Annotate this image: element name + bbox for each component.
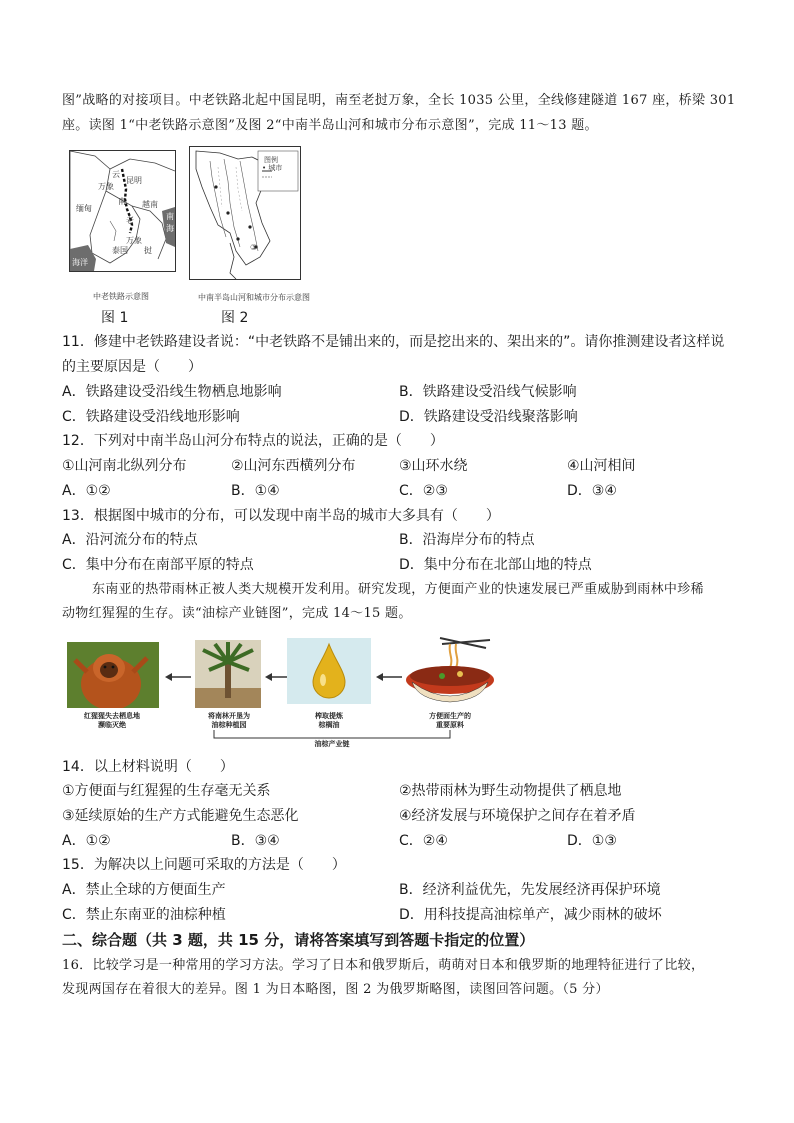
fig1-label: 图 1 xyxy=(101,310,129,326)
q12-option-a: A．①② xyxy=(62,483,111,499)
q11-option-b: B．铁路建设受沿线气候影响 xyxy=(399,384,577,400)
chain-caption-2-text: 将南林开垦为 油棕种植园 xyxy=(208,712,250,729)
fig1-label-wanxiang: 万象 xyxy=(126,236,142,245)
q14-option-b: B．③④ xyxy=(231,833,280,849)
q12-statement-1: ①山河南北纵列分布 xyxy=(62,458,187,474)
q12-option-d: D．③④ xyxy=(567,483,617,499)
q15-option-b: B．经济利益优先，先发展经济再保护环境 xyxy=(399,882,661,898)
chain-caption-4 xyxy=(408,712,492,730)
chain-caption-4-text: 方便面生产的 重要原料 xyxy=(429,712,471,729)
fig2-legend-city: • 城市 xyxy=(262,164,283,172)
q13-option-a: A．沿河流分布的特点 xyxy=(62,532,198,548)
chain-bottom-label: 油棕产业链 xyxy=(314,740,350,748)
q14-option-c: C．②④ xyxy=(399,833,448,849)
passage2-line-1: 东南亚的热带雨林正被人类大规模开发利用。研究发现，方便面产业的快速发展已严重威胁到雨林中珍稀 xyxy=(92,582,704,597)
palm-plantation-image xyxy=(195,640,261,708)
q14-statement-2: ②热带雨林为野生动物提供了栖息地 xyxy=(399,783,622,799)
q14-statement-3: ③延续原始的生产方式能避免生态恶化 xyxy=(62,808,299,824)
fig1-label-lao: 老 xyxy=(126,216,134,225)
q14-option-d: D．①③ xyxy=(567,833,617,849)
q14-stem: 14．以上材料说明（ ） xyxy=(62,759,234,775)
q15-option-d: D．用科技提高油棕单产，减少雨林的破坏 xyxy=(399,907,662,923)
fig1-label-vietnam: 越南 xyxy=(142,200,158,209)
chain-arrow-1 xyxy=(165,672,191,682)
fig1-label-ocean: 海洋 xyxy=(72,258,88,267)
intro-line-1: 图”战略的对接项目。中老铁路北起中国昆明，南至老挝万象，全长 1035 公里，全线修建隧道 167 座，桥梁 301 xyxy=(62,93,736,108)
fig1-label-kunming: 昆明 xyxy=(126,176,142,185)
q13-stem: 13．根据图中城市的分布，可以发现中南半岛的城市大多具有（ ） xyxy=(62,508,500,524)
oil-palm-chain-figure xyxy=(62,634,502,752)
q14-statement-4: ④经济发展与环境保护之间存在着矛盾 xyxy=(399,808,636,824)
chain-caption-3-text: 榨取提炼 棕榈油 xyxy=(315,712,343,729)
chain-caption-3 xyxy=(290,712,368,730)
fig1-label-nan: 南 xyxy=(118,197,126,206)
q12-stem: 12．下列对中南半岛山河分布特点的说法，正确的是（ ） xyxy=(62,433,444,449)
fig1-label-myanmar: 缅甸 xyxy=(76,204,92,213)
q15-option-c: C．禁止东南亚的油棕种植 xyxy=(62,907,226,923)
chain-caption-1-text: 红猩猩失去栖息地 濒临灭绝 xyxy=(84,712,140,729)
figure-1-map xyxy=(69,150,176,272)
figure-2-map xyxy=(189,146,301,280)
section-2-title: 二、综合题（共 3 题，共 15 分，请将答案填写到答题卡指定的位置） xyxy=(62,931,535,949)
chain-arrow-3 xyxy=(376,672,402,682)
q12-statement-4: ④山河相间 xyxy=(567,458,636,474)
fig1-label-wo: 挝 xyxy=(144,246,152,255)
q15-stem: 15．为解决以上问题可采取的方法是（ ） xyxy=(62,857,346,873)
palm-oil-drop-image xyxy=(287,638,371,704)
fig2-legend-title: 图例 xyxy=(264,156,278,164)
q15-option-a: A．禁止全球的方便面生产 xyxy=(62,882,226,898)
passage2-line-2: 动物红猩猩的生存。读“油棕产业链图”，完成 14～15 题。 xyxy=(62,606,412,621)
chain-caption-2 xyxy=(190,712,268,730)
fig2-label: 图 2 xyxy=(221,310,249,326)
q12-statement-2: ②山河东西横列分布 xyxy=(231,458,356,474)
q14-statement-1: ①方便面与红猩猩的生存毫无关系 xyxy=(62,783,271,799)
q11-option-d: D．铁路建设受沿线聚落影响 xyxy=(399,409,578,425)
fig1-label-wanxiang-top: 万象 xyxy=(98,182,114,191)
q13-option-b: B．沿海岸分布的特点 xyxy=(399,532,535,548)
fig2-circled-number: ③ xyxy=(250,243,258,252)
instant-noodles-image xyxy=(402,634,498,706)
q13-option-d: D．集中分布在北部山地的特点 xyxy=(399,557,592,573)
q16-line-1: 16．比较学习是一种常用的学习方法。学习了日本和俄罗斯后，萌萌对日本和俄罗斯的地理特征进行了比较， xyxy=(62,958,705,973)
q11-option-a: A．铁路建设受沿线生物栖息地影响 xyxy=(62,384,282,400)
fig1-caption: 中老铁路示意图 xyxy=(93,292,149,301)
q12-option-c: C．②③ xyxy=(399,483,448,499)
fig1-label-thailand: 泰国 xyxy=(112,246,128,255)
q11-stem-2: 的主要原因是（ ） xyxy=(62,359,202,375)
q11-option-c: C．铁路建设受沿线地形影响 xyxy=(62,409,240,425)
fig2-caption: 中南半岛山河和城市分布示意图 xyxy=(198,293,310,302)
q13-option-c: C．集中分布在南部平原的特点 xyxy=(62,557,254,573)
chain-caption-1 xyxy=(62,712,162,730)
q11-stem-1: 11．修建中老铁路建设者说：“中老铁路不是铺出来的，而是挖出来的、架出来的”。请你推测建设者这样说 xyxy=(62,334,725,350)
fig1-label-nan-sea: 南 xyxy=(166,212,174,221)
intro-line-2: 座。读图 1“中老铁路示意图”及图 2“中南半岛山河和城市分布示意图”，完成 11～13 题。 xyxy=(62,118,598,133)
q12-statement-3: ③山环水绕 xyxy=(399,458,468,474)
q16-line-2: 发现两国存在着很大的差异。图 1 为日本略图，图 2 为俄罗斯略图，读图回答问题。（5 分） xyxy=(62,982,609,997)
q14-option-a: A．①② xyxy=(62,833,111,849)
orangutan-image xyxy=(67,642,159,708)
fig1-label-yun: 云 xyxy=(112,170,120,179)
fig1-label-hai: 海 xyxy=(166,224,174,233)
q12-option-b: B．①④ xyxy=(231,483,280,499)
figure-2-map-drawing xyxy=(190,147,300,279)
